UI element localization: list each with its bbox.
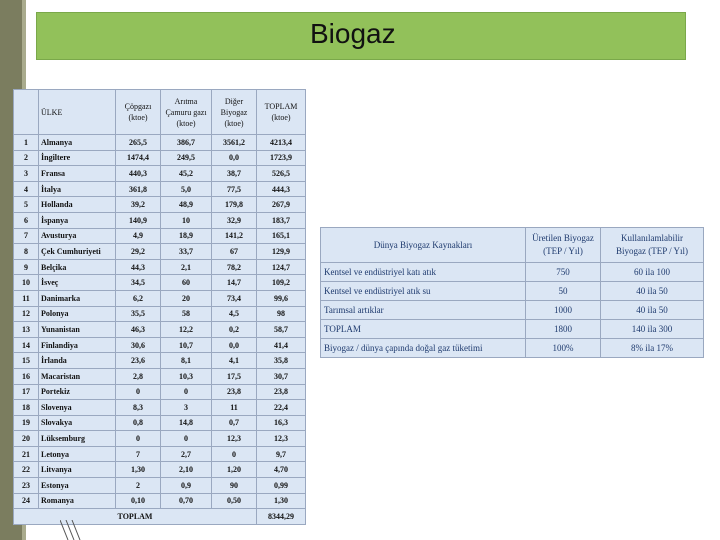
landfill-gas-value: 46,3 [116,322,161,338]
row-number: 4 [14,181,39,197]
usable-value: 60 ila 100 [601,263,704,282]
table-row [14,259,306,275]
sludge-gas-value: 14,8 [161,415,212,431]
country-name: Almanya [39,135,116,151]
table-row [14,384,306,400]
produced-value: 50 [526,282,601,301]
row-number: 7 [14,228,39,244]
landfill-gas-value: 0 [116,431,161,447]
row-number: 20 [14,431,39,447]
usable-value: 40 ila 50 [601,301,704,320]
row-number: 2 [14,150,39,166]
landfill-gas-value: 0 [116,384,161,400]
table-body [14,135,306,509]
other-biogas-value: 90 [212,478,257,494]
row-number: 8 [14,244,39,260]
source-name: Biyogaz / dünya çapında doğal gaz tüketimi [321,339,526,358]
other-biogas-value: 67 [212,244,257,260]
total-value: 12,3 [257,431,306,447]
source-name: Kentsel ve endüstriyel katı atık [321,263,526,282]
total-value: 30,7 [257,368,306,384]
row-number: 6 [14,212,39,228]
total-value: 1,30 [257,493,306,509]
sludge-gas-value: 58 [161,306,212,322]
other-biogas-value: 78,2 [212,259,257,275]
other-biogas-value: 0,0 [212,150,257,166]
landfill-gas-value: 29,2 [116,244,161,260]
total-value: 129,9 [257,244,306,260]
biogas-by-country-table [13,89,306,525]
table-row [14,337,306,353]
sludge-gas-value: 60 [161,275,212,291]
table-row [14,446,306,462]
produced-value: 100% [526,339,601,358]
footer-label: TOPLAM [14,509,257,525]
sludge-gas-value: 12,2 [161,322,212,338]
sludge-gas-value: 386,7 [161,135,212,151]
row-number: 1 [14,135,39,151]
landfill-gas-value: 265,5 [116,135,161,151]
row-number: 24 [14,493,39,509]
table-row [14,400,306,416]
table-row [14,353,306,369]
source-name: Kentsel ve endüstriyel atık su [321,282,526,301]
table-row [321,282,704,301]
country-name: Estonya [39,478,116,494]
sludge-gas-value: 10 [161,212,212,228]
country-name: Finlandiya [39,337,116,353]
landfill-gas-value: 39,2 [116,197,161,213]
country-name: Litvanya [39,462,116,478]
sludge-gas-value: 0 [161,431,212,447]
header-usable-biogas: Kullanılamlabilir Biyogaz (TEP / Yıl) [601,228,704,263]
row-number: 13 [14,322,39,338]
header-country: ÜLKE [39,90,116,135]
other-biogas-value: 0 [212,446,257,462]
header-landfill-gas: Çöpgazı (ktoe) [116,90,161,135]
country-name: Hollanda [39,197,116,213]
country-name: İsveç [39,275,116,291]
total-value: 16,3 [257,415,306,431]
total-value: 58,7 [257,322,306,338]
sludge-gas-value: 0,70 [161,493,212,509]
usable-value: 8% ila 17% [601,339,704,358]
other-biogas-value: 141,2 [212,228,257,244]
total-value: 0,99 [257,478,306,494]
row-number: 5 [14,197,39,213]
landfill-gas-value: 30,6 [116,337,161,353]
country-name: Portekiz [39,384,116,400]
usable-value: 40 ila 50 [601,282,704,301]
landfill-gas-value: 8,3 [116,400,161,416]
total-value: 526,5 [257,166,306,182]
page-title: Biogaz [310,18,396,49]
other-biogas-value: 0,0 [212,337,257,353]
country-name: Slovenya [39,400,116,416]
sludge-gas-value: 3 [161,400,212,416]
landfill-gas-value: 0,10 [116,493,161,509]
other-biogas-value: 0,7 [212,415,257,431]
country-name: Polonya [39,306,116,322]
landfill-gas-value: 4,9 [116,228,161,244]
table-row [14,228,306,244]
header-other-biogas: Diğer Biyogaz (ktoe) [212,90,257,135]
landfill-gas-value: 23,6 [116,353,161,369]
table-row [14,244,306,260]
table-body [321,263,704,358]
sludge-gas-value: 0,9 [161,478,212,494]
row-number: 19 [14,415,39,431]
header-total: TOPLAM (ktoe) [257,90,306,135]
header-sludge-gas: Arıtma Çamuru gazı (ktoe) [161,90,212,135]
row-number: 17 [14,384,39,400]
total-value: 98 [257,306,306,322]
country-name: İrlanda [39,353,116,369]
total-value: 1723,9 [257,150,306,166]
table-row [14,306,306,322]
row-number: 14 [14,337,39,353]
total-value: 9,7 [257,446,306,462]
country-name: Slovakya [39,415,116,431]
source-name: TOPLAM [321,320,526,339]
country-name: Çek Cumhuriyeti [39,244,116,260]
header-produced-biogas: Üretilen Biyogaz (TEP / Yıl) [526,228,601,263]
country-name: Fransa [39,166,116,182]
table-footer-row [14,509,306,525]
landfill-gas-value: 2 [116,478,161,494]
table-row [321,263,704,282]
total-value: 41,4 [257,337,306,353]
sludge-gas-value: 5,0 [161,181,212,197]
landfill-gas-value: 44,3 [116,259,161,275]
total-value: 23,8 [257,384,306,400]
row-number: 16 [14,368,39,384]
total-value: 22,4 [257,400,306,416]
row-number: 10 [14,275,39,291]
total-value: 183,7 [257,212,306,228]
sludge-gas-value: 2,1 [161,259,212,275]
sludge-gas-value: 45,2 [161,166,212,182]
landfill-gas-value: 440,3 [116,166,161,182]
other-biogas-value: 77,5 [212,181,257,197]
country-name: Belçika [39,259,116,275]
other-biogas-value: 14,7 [212,275,257,291]
landfill-gas-value: 140,9 [116,212,161,228]
table-row [14,493,306,509]
row-number: 18 [14,400,39,416]
country-name: Danimarka [39,290,116,306]
country-name: İtalya [39,181,116,197]
total-value: 165,1 [257,228,306,244]
table-row [14,431,306,447]
other-biogas-value: 23,8 [212,384,257,400]
table-row [14,462,306,478]
sludge-gas-value: 48,9 [161,197,212,213]
landfill-gas-value: 361,8 [116,181,161,197]
other-biogas-value: 0,2 [212,322,257,338]
row-number: 15 [14,353,39,369]
table-row [321,339,704,358]
table-row [14,135,306,151]
sludge-gas-value: 2,7 [161,446,212,462]
table-row [14,322,306,338]
sludge-gas-value: 249,5 [161,150,212,166]
usable-value: 140 ila 300 [601,320,704,339]
country-name: Yunanistan [39,322,116,338]
sludge-gas-value: 18,9 [161,228,212,244]
table-row [14,275,306,291]
table-row [321,320,704,339]
total-value: 4,70 [257,462,306,478]
row-number: 11 [14,290,39,306]
table-row [14,166,306,182]
other-biogas-value: 32,9 [212,212,257,228]
country-name: Macaristan [39,368,116,384]
table-header-row [14,90,306,135]
row-number: 22 [14,462,39,478]
footer-total: 8344,29 [257,509,306,525]
country-name: İngiltere [39,150,116,166]
other-biogas-value: 12,3 [212,431,257,447]
produced-value: 750 [526,263,601,282]
landfill-gas-value: 7 [116,446,161,462]
landfill-gas-value: 0,8 [116,415,161,431]
table-row [14,478,306,494]
other-biogas-value: 179,8 [212,197,257,213]
total-value: 267,9 [257,197,306,213]
sludge-gas-value: 0 [161,384,212,400]
header-number [14,90,39,135]
row-number: 9 [14,259,39,275]
other-biogas-value: 3561,2 [212,135,257,151]
landfill-gas-value: 6,2 [116,290,161,306]
source-name: Tarımsal artıklar [321,301,526,320]
landfill-gas-value: 1,30 [116,462,161,478]
total-value: 109,2 [257,275,306,291]
table-header-row [321,228,704,263]
table-row [14,197,306,213]
table-row [14,368,306,384]
total-value: 99,6 [257,290,306,306]
other-biogas-value: 4,1 [212,353,257,369]
total-value: 4213,4 [257,135,306,151]
other-biogas-value: 11 [212,400,257,416]
landfill-gas-value: 2,8 [116,368,161,384]
world-biogas-sources-table [320,227,704,358]
row-number: 23 [14,478,39,494]
table-row [14,415,306,431]
row-number: 21 [14,446,39,462]
landfill-gas-value: 34,5 [116,275,161,291]
table-row [14,150,306,166]
sludge-gas-value: 10,3 [161,368,212,384]
row-number: 3 [14,166,39,182]
sludge-gas-value: 33,7 [161,244,212,260]
country-name: Letonya [39,446,116,462]
sludge-gas-value: 2,10 [161,462,212,478]
landfill-gas-value: 1474,4 [116,150,161,166]
country-name: Avusturya [39,228,116,244]
total-value: 124,7 [257,259,306,275]
other-biogas-value: 1,20 [212,462,257,478]
sludge-gas-value: 10,7 [161,337,212,353]
country-name: İspanya [39,212,116,228]
table-row [14,181,306,197]
country-name: Romanya [39,493,116,509]
country-name: Lüksemburg [39,431,116,447]
sludge-gas-value: 20 [161,290,212,306]
row-number: 12 [14,306,39,322]
other-biogas-value: 4,5 [212,306,257,322]
sludge-gas-value: 8,1 [161,353,212,369]
other-biogas-value: 38,7 [212,166,257,182]
table-row [14,212,306,228]
table-row [321,301,704,320]
total-value: 444,3 [257,181,306,197]
table-row [14,290,306,306]
produced-value: 1800 [526,320,601,339]
other-biogas-value: 0,50 [212,493,257,509]
produced-value: 1000 [526,301,601,320]
other-biogas-value: 73,4 [212,290,257,306]
landfill-gas-value: 35,5 [116,306,161,322]
header-source: Dünya Biyogaz Kaynakları [321,228,526,263]
other-biogas-value: 17,5 [212,368,257,384]
decorative-lines [60,520,90,540]
total-value: 35,8 [257,353,306,369]
